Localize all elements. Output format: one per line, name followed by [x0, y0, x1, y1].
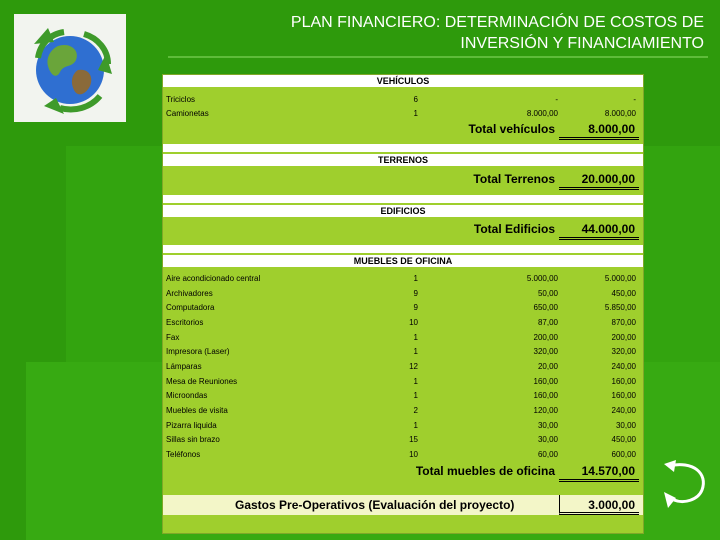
- section-divider: [163, 195, 643, 203]
- total-value-muebles: 14.570,00: [559, 463, 639, 482]
- section-header-edificios: EDIFICIOS: [163, 205, 643, 217]
- item-total: 240,00: [611, 362, 636, 371]
- item-total: 160,00: [611, 391, 636, 400]
- item-total: 5.850,00: [604, 303, 636, 312]
- item-name: Pizarra liquida: [166, 421, 217, 430]
- recycling-globe-icon: [14, 14, 126, 122]
- item-name: Muebles de visita: [166, 406, 228, 415]
- item-qty: 15: [409, 435, 418, 444]
- total-label-vehiculos: Total vehículos: [468, 122, 555, 136]
- item-total: 320,00: [611, 347, 636, 356]
- item-total: 5.000,00: [604, 274, 636, 283]
- section-divider: [163, 245, 643, 253]
- item-qty: 12: [409, 362, 418, 371]
- item-unit-price: 60,00: [537, 450, 558, 459]
- item-qty: 2: [413, 406, 418, 415]
- item-total: 160,00: [611, 377, 636, 386]
- item-unit-price: 120,00: [533, 406, 558, 415]
- item-qty: 9: [413, 303, 418, 312]
- table-row: [163, 448, 643, 462]
- logo: [14, 14, 126, 122]
- item-unit-price: 160,00: [533, 391, 558, 400]
- item-name: Microondas: [166, 391, 208, 400]
- section-divider: [163, 144, 643, 152]
- table-row: [163, 360, 643, 374]
- item-unit-price: 50,00: [537, 289, 558, 298]
- financial-sheet: [162, 74, 644, 534]
- item-qty: 1: [413, 347, 418, 356]
- item-total: 8.000,00: [604, 109, 636, 118]
- table-row: [163, 433, 643, 447]
- item-unit-price: 8.000,00: [526, 109, 558, 118]
- table-row: [163, 331, 643, 345]
- item-total: 30,00: [615, 421, 636, 430]
- item-name: Sillas sin brazo: [166, 435, 220, 444]
- item-total: 200,00: [611, 333, 636, 342]
- item-qty: 10: [409, 318, 418, 327]
- item-name: Mesa de Reuniones: [166, 377, 238, 386]
- item-qty: 1: [413, 333, 418, 342]
- item-qty: 1: [413, 421, 418, 430]
- gastos-label: Gastos Pre-Operativos (Evaluación del proyecto): [235, 498, 515, 512]
- table-row: [163, 404, 643, 418]
- item-unit-price: 30,00: [537, 421, 558, 430]
- return-arrow-icon[interactable]: [654, 456, 710, 512]
- item-unit-price: 160,00: [533, 377, 558, 386]
- item-name: Escritorios: [166, 318, 204, 327]
- item-total: 600,00: [611, 450, 636, 459]
- item-name: Aire acondicionado central: [166, 274, 261, 283]
- table-row: [163, 375, 643, 389]
- total-value-edificios: 44.000,00: [559, 221, 639, 240]
- item-name: Triciclos: [166, 95, 196, 104]
- table-row: [163, 287, 643, 301]
- table-row: [163, 93, 643, 107]
- page-title: [184, 12, 704, 54]
- item-name: Computadora: [166, 303, 215, 312]
- item-qty: 9: [413, 289, 418, 298]
- table-row: [163, 107, 643, 121]
- item-unit-price: 320,00: [533, 347, 558, 356]
- item-name: Teléfonos: [166, 450, 201, 459]
- title-line-1: PLAN FINANCIERO: DETERMINACIÓN DE COSTOS DE: [290, 14, 704, 31]
- item-name: Camionetas: [166, 109, 209, 118]
- total-label-muebles: Total muebles de oficina: [415, 464, 555, 478]
- table-row: [163, 272, 643, 286]
- item-unit-price: -: [555, 95, 558, 104]
- total-label-terrenos: Total Terrenos: [473, 172, 555, 186]
- item-unit-price: 5.000,00: [526, 274, 558, 283]
- item-unit-price: 87,00: [537, 318, 558, 327]
- table-row: [163, 419, 643, 433]
- item-name: Archivadores: [166, 289, 213, 298]
- item-unit-price: 30,00: [537, 435, 558, 444]
- section-header-muebles: MUEBLES DE OFICINA: [163, 255, 643, 267]
- title-divider: [168, 56, 708, 58]
- table-row: [163, 389, 643, 403]
- section-header-terrenos: TERRENOS: [163, 154, 643, 166]
- table-row: [163, 301, 643, 315]
- item-name: Fax: [166, 333, 180, 342]
- item-total: 450,00: [611, 435, 636, 444]
- total-label-edificios: Total Edificios: [473, 222, 555, 236]
- item-qty: 1: [413, 377, 418, 386]
- table-row: [163, 345, 643, 359]
- item-total: -: [633, 95, 636, 104]
- item-qty: 1: [413, 391, 418, 400]
- item-name: Lámparas: [166, 362, 202, 371]
- item-name: Impresora (Laser): [166, 347, 230, 356]
- item-qty: 1: [413, 109, 418, 118]
- item-unit-price: 20,00: [537, 362, 558, 371]
- item-qty: 6: [413, 95, 418, 104]
- item-total: 240,00: [611, 406, 636, 415]
- item-qty: 1: [413, 274, 418, 283]
- section-header-vehiculos: VEHÍCULOS: [163, 75, 643, 87]
- item-qty: 10: [409, 450, 418, 459]
- title-line-2: INVERSIÓN Y FINANCIAMIENTO: [460, 35, 704, 52]
- total-value-vehiculos: 8.000,00: [559, 121, 639, 140]
- item-total: 870,00: [611, 318, 636, 327]
- gastos-value: 3.000,00: [559, 495, 639, 515]
- total-value-terrenos: 20.000,00: [559, 171, 639, 190]
- item-total: 450,00: [611, 289, 636, 298]
- item-unit-price: 650,00: [533, 303, 558, 312]
- table-row: [163, 316, 643, 330]
- item-unit-price: 200,00: [533, 333, 558, 342]
